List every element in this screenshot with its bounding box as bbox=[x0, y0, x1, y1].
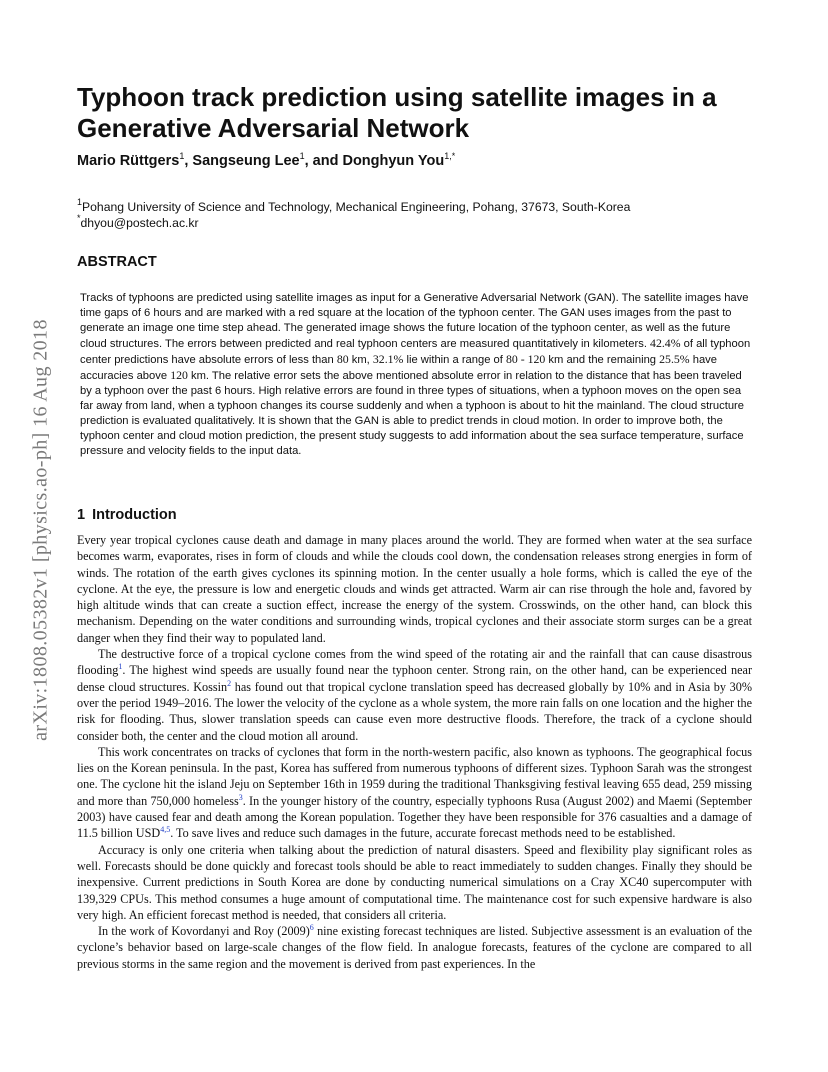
body-paragraph: The destructive force of a tropical cyclone comes from the wind speed of the rotating air and the rainfall that can cause disastrous flooding$^1$. The highest wind speeds are usually found near the typhoon center. Strong rain, on the other hand, can be experienced near dense cloud structures. Kossin$^2$ has found out that tropical cyclone translation speed has decreased globally by 10% and in Asia by 30% over the period 1949–2016. The lower the velocity of the cyclone as a whole system, the more rain falls on one location and the higher the risk for flooding. Thus, slower translation speeds can cause even more destructive floods. Therefore, the track of a cyclone should consider both, the center and the cloud motion all around. bbox=[77, 647, 752, 743]
math-number: 80 - 120 bbox=[506, 352, 546, 366]
affiliation-marker: * bbox=[77, 213, 81, 223]
introduction-body bbox=[77, 532, 752, 972]
abstract-heading: ABSTRACT bbox=[77, 254, 157, 270]
author-name: Donghyun You bbox=[342, 153, 445, 169]
author-name: Mario Rüttgers bbox=[77, 153, 180, 169]
citation-link[interactable]: 3 bbox=[238, 792, 243, 802]
affiliation-marker: 1 bbox=[77, 197, 83, 207]
citation-link[interactable]: 4,5 bbox=[160, 825, 171, 835]
author-list: Mario Rüttgers$^1$, Sangseung Lee$^1$, and Donghyun You$^{1,*}$ bbox=[77, 151, 456, 169]
body-paragraph: Every year tropical cyclones cause death and damage in many places around the world. They are formed when water at the sea surface becomes warm, evaporates, rises in form of clouds and while the clouds cool down, the condensation releases strong energies in form of winds. The rotation of the earth gives cyclones its spinning motion. In the center usually a hole forms, which is called the eye of the cyclone. At the eye, the pressure is low and energetic clouds and winds get attracted. Warm air can rise through the hole and, favored by high altitude winds that can create a suction effect, increase the energy of the system. Crosswinds, on the other hand, can block this mechanism. Depending on the water conditions and surrounding winds, tropical cyclones and their associate storm surges can be a great danger when they find their way to populated land. bbox=[77, 533, 752, 645]
math-number: 42.4% bbox=[650, 336, 681, 350]
author-affiliation-marker: 1 bbox=[299, 151, 305, 161]
affiliation-email bbox=[77, 211, 777, 231]
body-paragraph: Accuracy is only one criteria when talking about the prediction of natural disasters. Speed and flexibility play significant roles as well. Forecasts should be done quickly and forecast tools should be able to react immediately to sudden changes. Finally they should be inexpensive. Current predictions in South Korea are done by conducting numerical simulations on a Cray XC40 supercomputer with 139,329 CPUs. This method consumes a huge amount of computational time. The maintenance cost for such expensive hardware is also very high. An efficient forecast method is needed, that considers all criteria. bbox=[77, 842, 752, 922]
abstract-body: Tracks of typhoons are predicted using satellite images as input for a Generative Adversarial Network (GAN). The satellite images have time gaps of 6 hours and are marked with a red square at the location of the typhoon center. The GAN uses images from the past to generate an image one time step ahead. The generated image shows the future location of the typhoon center, as well as the future cloud structures. The errors between predicted and real typhoon centers are measured quantitatively in kilometers. 42.4% of all typhoon center predictions have absolute errors of less than 80 km, 32.1% lie within a range of 80 - 120 km and the remaining 25.5% have accuracies above 120 km. The relative error sets the above mentioned absolute error in relation to the distance that has been traveled by a typhoon over the past 6 hours. High relative errors are found in three types of situations, when a typhoon moves on the open sea far away from land, when a typhoon changes its course suddenly and when a typhoon is about to hit the mainland. The cloud structure prediction is evaluated qualitatively. It is shown that the GAN is able to predict trends in cloud motion. In order to improve both, the typhoon center and cloud motion prediction, the present study suggests to add information about the sea surface temperature, surface pressure and velocity fields to the input data. bbox=[80, 292, 751, 457]
body-paragraph: This work concentrates on tracks of cyclones that form in the north-western pacific, also known as typhoons. The geographical focus lies on the Korean peninsula. In the past, Korea has suffered from numerous typhoons of different sizes. Typhoon Sarah was the strongest one. The cyclone hit the island Jeju on September 16th in 1959 during the traditional Thanksgiving festival leaving 655 dead, 259 missing and more than 750,000 homeless$^3$. In the younger history of the country, especially typhoons Rusa (August 2002) and Maemi (September 2003) have caused fear and death among the Korean population. Together they have been responsible for 376 casualties and a damage of 11.5 billion USD$^{4,5}$. To save lives and reduce such damages in the future, accurate forecast methods need to be established. bbox=[77, 744, 752, 841]
citation-link[interactable]: 6 bbox=[309, 923, 314, 933]
author-affiliation-marker: 1,* bbox=[444, 151, 456, 161]
math-number: 25.5% bbox=[659, 352, 690, 366]
email-address: dhyou@postech.ac.kr bbox=[80, 216, 199, 230]
body-paragraph: In the work of Kovordanyi and Roy $(2009)^6$ nine existing forecast techniques are listed. Subjective assessment is an evaluation of the cyclone’s behavior based on large-scale changes of the flow field. In analogue forecasts, features of the cyclone are compared to all previous storms in the same region and the movement is derived from past experiences. In the bbox=[77, 923, 752, 971]
affiliation-text: Pohang University of Science and Technology, Mechanical Engineering, Pohang, 37673, South-Korea bbox=[82, 200, 631, 214]
math-number: 32.1% bbox=[372, 352, 404, 366]
paper-title: Typhoon track prediction using satellite images in a Generative Adversarial Network bbox=[77, 82, 717, 143]
citation-link[interactable]: 1 bbox=[118, 662, 123, 672]
math-number: 120 bbox=[170, 368, 188, 382]
arxiv-margin-stamp: arXiv:1808.05382v1 [physics.ao-ph] 16 Aug 2018 bbox=[29, 319, 52, 741]
section-number: 1 bbox=[77, 507, 86, 523]
author-affiliation-marker: 1 bbox=[179, 151, 185, 161]
math-number: 80 bbox=[336, 352, 349, 366]
author-name: Sangseung Lee bbox=[192, 153, 300, 169]
introduction-heading bbox=[77, 507, 177, 523]
section-title: Introduction bbox=[92, 507, 177, 523]
citation-link[interactable]: 2 bbox=[227, 678, 232, 688]
